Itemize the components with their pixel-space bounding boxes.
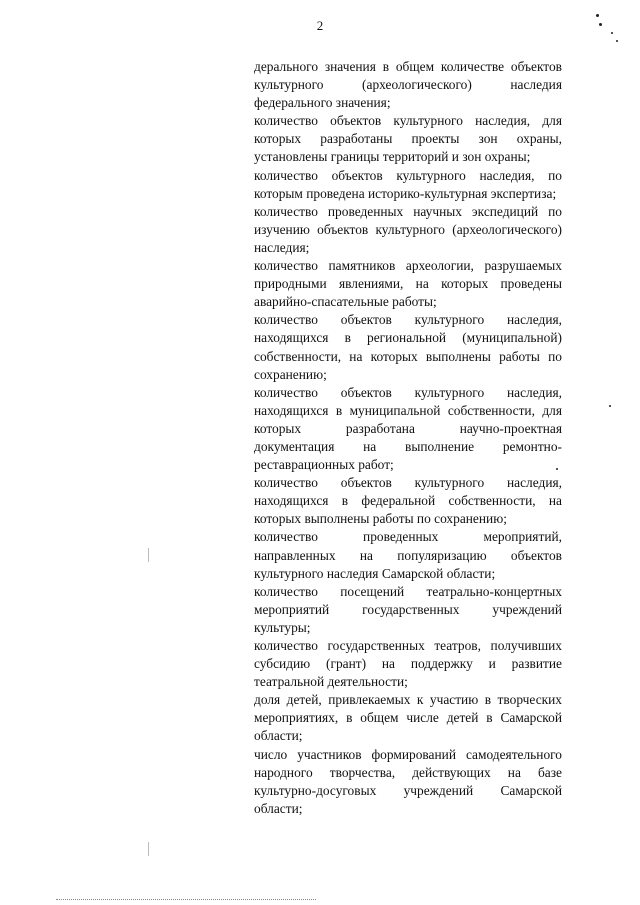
list-item: число участников формирований самодеятельного народного творчества, действующих на базе культурно-досуговых учреждений Самарской области; [254, 746, 562, 816]
document-body [254, 58, 562, 818]
list-item: количество объектов культурного наследия, для которых разработаны проекты зон охраны, установлены границы территорий и зон охраны; [254, 113, 562, 165]
list-item: количество объектов культурного наследия, находящихся в федеральной собственности, на которых выполнены работы по сохранению; [254, 475, 562, 527]
list-item: количество посещений театрально-концертных мероприятий государственных учреждений культуры; [254, 583, 562, 635]
scan-speck [611, 32, 613, 34]
scan-speck [609, 405, 611, 407]
list-item: количество объектов культурного наследия, по которым проведена историко-культурная экспертиза; [254, 167, 562, 201]
scan-margin-mark [148, 548, 149, 562]
page-number: 2 [316, 18, 324, 33]
scan-bottom-edge [56, 899, 316, 901]
list-item: дерального значения в общем количестве объектов культурного (археологического) наследия федерального значения; [254, 59, 562, 111]
list-item: количество памятников археологии, разрушаемых природными явлениями, на которых проведены аварийно-спасательные работы; [254, 258, 562, 310]
scan-speck [616, 40, 618, 42]
scan-speck [596, 14, 599, 17]
list-item: количество проведенных научных экспедиций по изучению объектов культурного (археологического) наследия; [254, 203, 562, 255]
list-item: количество проведенных мероприятий, направленных на популяризацию объектов культурного наследия Самарской области; [254, 529, 562, 581]
list-item: количество государственных театров, получивших субсидию (грант) на поддержку и развитие театральной деятельности; [254, 638, 562, 690]
scan-speck [599, 23, 602, 26]
list-item: количество объектов культурного наследия, находящихся в муниципальной собственности, для которых разработана научно-проектная документация на выполнение ремонтно-реставрационных работ; [254, 384, 562, 473]
list-item: количество объектов культурного наследия, находящихся в региональной (муниципальной) собственности, на которых выполнены работы по сохранению; [254, 312, 562, 382]
list-item: доля детей, привлекаемых к участию в творческих мероприятиях, в общем числе детей в Самарской области; [254, 692, 562, 744]
scan-margin-mark [148, 842, 149, 856]
